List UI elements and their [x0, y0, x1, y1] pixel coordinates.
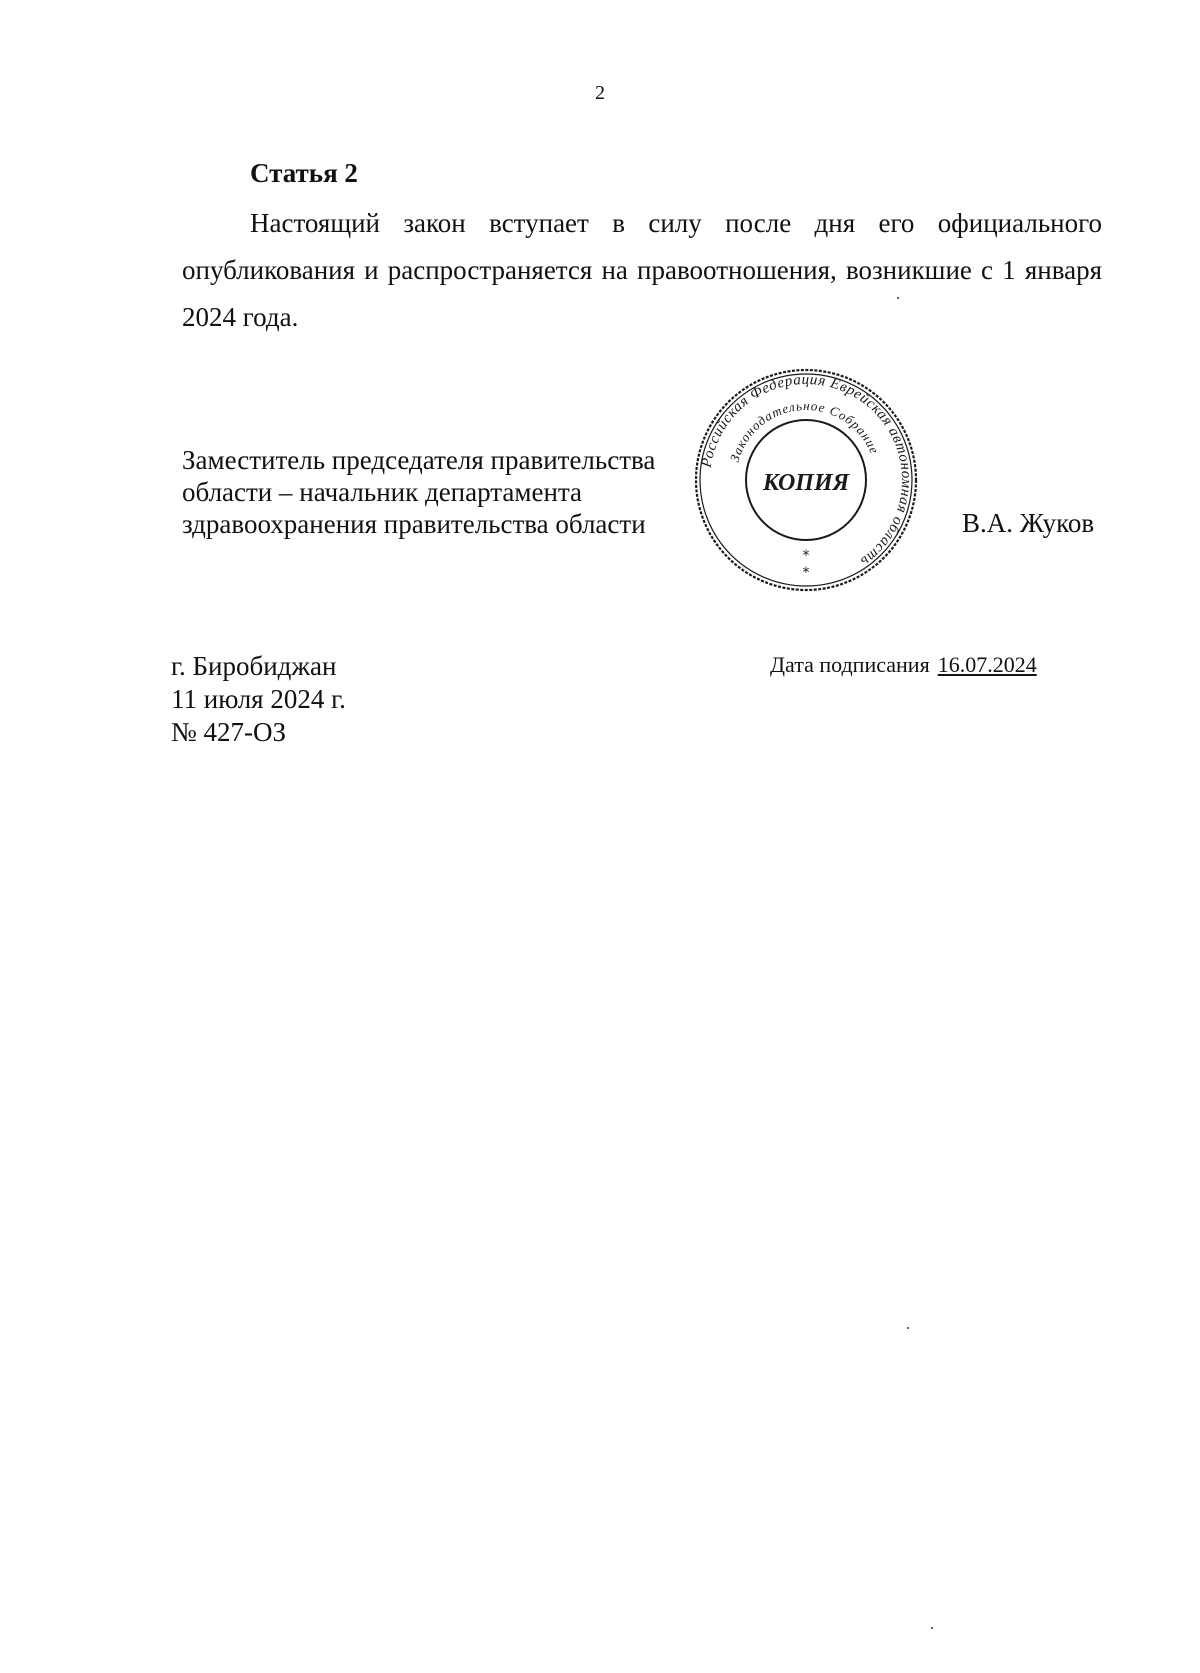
signatory-title — [182, 444, 682, 540]
adoption-date: 11 июля 2024 г. — [171, 684, 346, 714]
article-heading: Статья 2 — [250, 158, 358, 188]
seal-star-icon: * — [802, 565, 810, 581]
article-text: Настоящий закон вступает в силу после дня его официального опубликования и распространяется на правоотношения, возникшие с 1 января 2024 года. — [182, 208, 1102, 332]
city: г. Биробиджан — [171, 651, 337, 681]
seal-center-text: КОПИЯ — [762, 470, 850, 496]
seal-star-icon: * — [802, 548, 810, 564]
signatory-title-line: области – начальник департамента — [182, 477, 583, 507]
signing-date-label: Дата подписания — [770, 652, 930, 677]
place-date-number — [171, 650, 346, 749]
signatory-name: В.А. Жуков — [962, 508, 1095, 538]
copy-seal-stamp — [692, 366, 920, 594]
signatory-title-line: Заместитель председателя правительства — [182, 445, 656, 475]
scan-speck — [907, 1327, 909, 1329]
scan-speck — [931, 1627, 933, 1629]
seal-outer-text: Российская Федерация Еврейская автономная область — [698, 371, 915, 570]
signing-date — [770, 652, 1037, 678]
scan-speck — [897, 297, 899, 299]
law-number: № 427-ОЗ — [171, 717, 287, 747]
seal-inner-text: Законодательное Собрание — [726, 397, 883, 464]
signing-date-value: 16.07.2024 — [937, 652, 1037, 677]
signatory-title-line: здравоохранения правительства области — [182, 509, 646, 539]
page-number: 2 — [595, 82, 605, 104]
